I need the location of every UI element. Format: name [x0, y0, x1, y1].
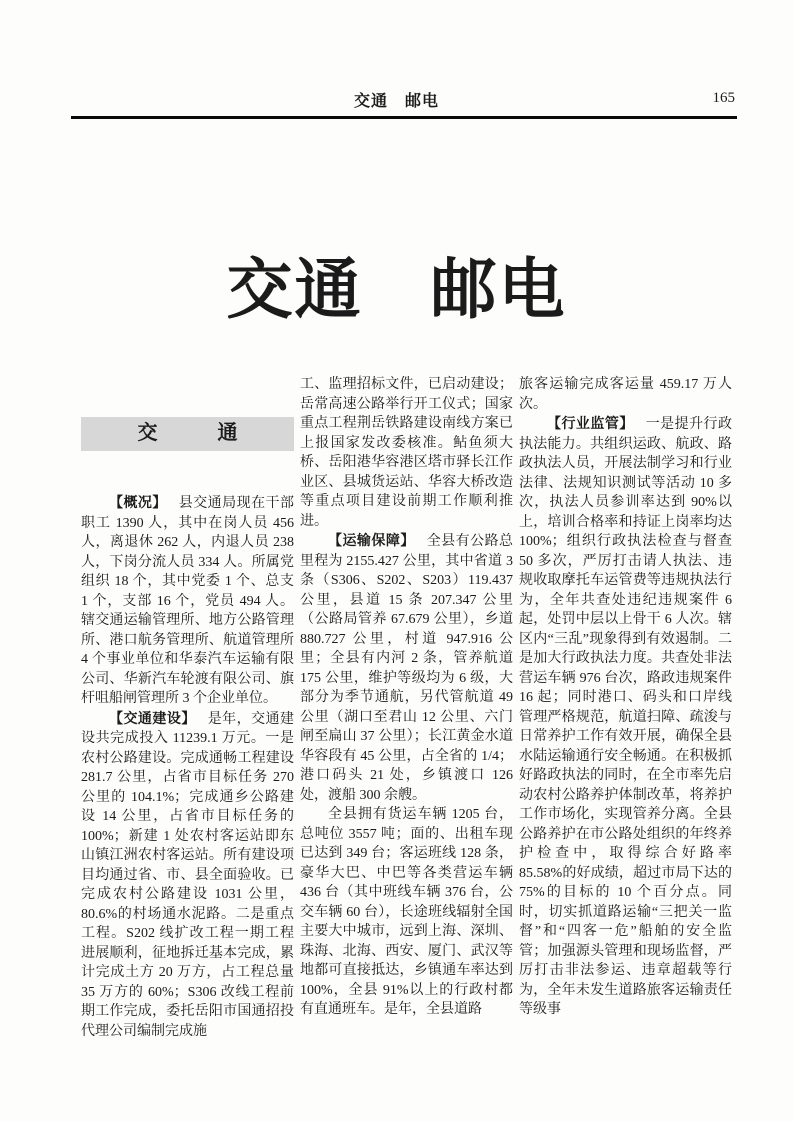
paragraph-industry-supervision [519, 414, 732, 1020]
paragraph-text-vehicles-continued: 旅客运输完成客运量 459.17 万人次。 [519, 377, 732, 412]
paragraph-text-construction: 是年，交通建设共完成投入 11239.1 万元。一是农村公路建设。完成通畅工程建设 281.7 公里，占省市目标任务 270 公里的 104.1%；完成通乡公路建设 14 公里，占省市目标任务的 100%；新建 1 处农村客运站即东山镇江洲农村客运站。所有建设项目均通过省、市、县全面验收。已完成农村公路建设 1031 公里，80.6%的村场通水泥路。二是重点工程。S202 线扩改工程一期工程进展顺利，征地拆迁基本完成，累计完成土方 20 万方，占工程总量 35 万方的 60%；S306 改线工程前期工作完成，委托岳阳市国通招投代理公司编制完成施 [81, 711, 295, 1039]
text-column-3 [519, 375, 732, 1020]
paragraph-text-industry-supervision: 一是提升行政执法能力。共组织运政、航政、路政执法人员，开展法制学习和行业法律、法规知识测试等活动 10 多次，执法人员参训率达到 90%以上，培训合格率和持证上岗率均达 100%；组织行政执法检查与督查 50 多次，严厉打击请人执法、违规收取摩托车运管费等违规执法行为，全年共查处违纪违规案件 6 起，处罚中层以上骨干 6 人次。辖区内“三乱”现象得到有效遏制。二是加大行政执法力度。共查处非法营运车辆 976 台次，路政违规案件 16 起；同时港口、码头和口岸线管理严格规范，航道扫障、疏浚与日常养护工作有效开展，确保全县水陆运输通行安全畅通。在积极抓好路政执法的同时，在全市率先启动农村公路养护体制改革，将养护工作市场化，实现管养分离。全县公路养护在市公路处组织的年终养护检查中，取得综合好路率 85.58%的好成绩，超过市局下达的 75%的目标的 10 个百分点。同时，切实抓道路运输“三把关一监督”和“四客一危”船舶的安全监管；加强源头管理和现场监督，严厉打击非法参运、违章超载等行为，全年未发生道路旅客运输责任等级事 [519, 417, 733, 1017]
paragraph-text-construction-continued: 工、监理招标文件，已启动建设；岳常高速公路举行开工仪式；国家重点工程荆岳铁路建设南线方案已上报国家发改委核准。鲇鱼须大桥、岳阳港华容港区塔市驿长江作业区、县城货运站、华容大桥改造等重点项目建设前期工作顺利推进。 [300, 377, 513, 529]
paragraph-label-transport-support: 【运输保障】 [328, 532, 415, 548]
section-header-box [81, 417, 294, 451]
paragraph-label-construction: 【交通建设】 [109, 709, 196, 726]
text-column-2 [300, 375, 513, 1020]
text-column-1 [81, 375, 294, 1041]
page-number: 165 [712, 90, 735, 106]
header-rule [71, 116, 737, 119]
paragraph-construction [81, 709, 294, 1042]
paragraph-text-transport-support: 全县有公路总里程为 2155.427 公里，其中省道 3 条（S306、S202、S203）119.437 公里，县道 15 条 207.347 公里（公路局管养 67.679 公里），乡道 880.727 公里，村道 947.916 公里；全县有内河 2 条，管养航道 175 公里，维护等级均为 6 级，大部分为季节通航，另代管航道 49 公里（湖口至君山 12 公里、六门闸至扁山 37 公里）；长江黄金水道华容段有 45 公里，占全省的 1/4；港口码头 21 处，乡镇渡口 126 处，渡船 300 余艘。 [300, 534, 514, 803]
paragraph-vehicles-continued [519, 375, 732, 414]
paragraph-vehicles [300, 805, 513, 1020]
paragraph-text-vehicles: 全县拥有货运车辆 1205 台，总吨位 3557 吨；面的、出租车现已达到 349 台；客运班线 128 条，豪华大巴、中巴等各类营运车辆 436 台（其中班线车辆 376 台，公交车辆 60 台），长途班线辐射全国主要大中城市，远到上海、深圳、珠海、北海、西安、厦门、武汉等地都可直接抵达，乡镇通车率达到 100%，全县 91%以上的行政村都有直通班车。是年，全县道路 [300, 807, 513, 1017]
paragraph-transport-support [300, 531, 513, 805]
paragraph-label-overview: 【概况】 [109, 494, 167, 510]
paragraph-label-industry-supervision: 【行业监管】 [547, 415, 634, 431]
paragraph-overview [81, 493, 294, 709]
chapter-title: 交通 邮电 [226, 254, 567, 327]
running-head-title: 交通 邮电 [353, 93, 439, 110]
paragraph-text-overview: 县交通局现在干部职工 1390 人，其中在岗人员 456 人，离退休 262 人，内退人员 238 人，下岗分流人员 334 人。所属党组织 18 个，其中党委 1 个、总支 1 个，支部 16 个，党员 494 人。辖交通运输管理所、地方公路管理所、港口航务管理所、航道管理所 4 个事业单位和华泰汽车运输有限公司、华新汽车轮渡有限公司、旗杆咀船闸管理所 3 个企业单位。 [81, 496, 295, 706]
section-header-label: 交 通 [137, 422, 238, 445]
paragraph-construction-continued [300, 375, 513, 531]
